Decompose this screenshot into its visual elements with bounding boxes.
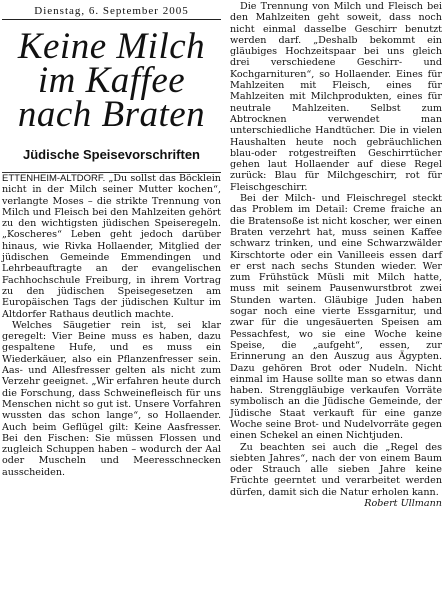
paragraph-1: [2, 173, 221, 320]
left-column: [2, 0, 221, 478]
paragraph-4: Bei der Milch- und Fleischregel steckt das Problem im Detail: Creme fraiche an die Bratensoße ist nicht koscher, wer einen Braten verzehrt hat, muss seinen Kaffee schwarz trinken, und eine Schwarzwälder Kirschtorte oder ein Vanilleeis essen darf er erst nach sechs Stunden wieder. Wer zum Frühstück Müsli mit Milch hatte, muss mit seinem Pausenwurstbrot zwei Stunden warten. Gläubige Juden haben sogar noch eine vierte Essgarnitur, und zwar für die ungesäuerten Speisen am Pessachfest, wo sie eine Woche keine Speise, die „aufgeht“, essen, zur Erinnerung an den Auszug aus Ägypten. Dazu gehören Brot oder Nudeln. Nicht einmal im Hause sollte man so etwas dann haben. Strenggläubige verkaufen Vorräte symbolisch an die Jüdische Gemeinde, der Jüdische Staat verkauft für eine ganze Woche seine Brot- und Nudelvorräte gegen einen Schekel an einen Nichtjuden.: [230, 193, 442, 442]
paragraph-5: Zu beachten sei auch die „Regel des siebten Jahres“, nach der von einem Baum oder Strauch alle sieben Jahre keine Früchte geerntet und verarbeitet werden dürfen, damit sich die Natur erholen kann.: [230, 441, 442, 498]
headline: [2, 26, 221, 135]
dateline: Dienstag, 6. September 2005: [34, 5, 189, 17]
right-column: [230, 0, 442, 509]
paragraph-1-text: „Du sollst das Böcklein nicht in der Milch seiner Mutter kochen“, verlangte Moses – die strikte Trennung von Milch und Fleisch bei den Mahlzeiten gehört zu den wichtigsten jüdischen Speiseregeln. „Koscheres“ Leben geht jedoch darüber hinaus, wie Rivka Hollaender, Mitglied der jüdischen Gemeinde Emmendingen und Lehrbeauftragte an der evangelischen Fachhochschule Freiburg, in ihrem Vortrag zu den jüdischen Speisegesetzen am Europäischen Tags der jüdischen Kultur im Altdorfer Rathaus deutlich machte.: [2, 173, 221, 320]
headline-line-2: im Kaffee: [37, 60, 186, 101]
author-signature: Robert Ullmann: [364, 498, 442, 510]
subheadline: Jüdische Speisevorschriften: [22, 147, 200, 162]
headline-line-3: nach Braten: [17, 94, 206, 135]
paragraph-2: Welches Säugetier rein ist, sei klar geregelt: Vier Beine muss es haben, dazu gespaltene Hufe, und es muss ein Wiederkäuer, also ein Pflanzenfresser sein. Aas- und Allesfresser gelten als nicht zum Verzehr geeignet. „Wir erfahren heute durch die Forschung, dass Schweinefleisch für uns Menschen nicht so gut ist. Unsere Vorfahren wussten das schon lange“, so Hollaender. Auch beim Geflügel gilt: Keine Aasfresser. Bei den Fischen: Sie müssen Flossen und zugleich Schuppen haben – wodurch der Aal oder Muscheln und Meeresschnecken ausscheiden.: [2, 319, 221, 478]
paragraph-3: Die Trennung von Milch und Fleisch bei den Mahlzeiten geht soweit, dass noch nicht einmal dasselbe Geschirr benutzt werden darf. „Deshalb bekommt ein gläubiges Hochzeitspaar bei uns gleich drei verschiedene Geschirr- und Kochgarnituren“, so Hollaender. Eines für Mahlzeiten mit Fleisch, eines für Mahlzeiten mit Milchprodukten, eines für neutrale Mahlzeiten. Selbst zum Abtrocknen verwendet man unterschiedliche Handtücher. Die in vielen Haushalten heute noch gebräuchlichen blau-oder rotgestreiften Geschirrtücher gehen laut Hollaender auf diese Regel zurück: Blau für Milchgeschirr, rot für Fleischgeschirr.: [230, 1, 442, 193]
article-body-right: [230, 1, 442, 509]
headline-line-1: Keine Milch: [17, 26, 206, 67]
article-body-left: [2, 173, 221, 478]
header-rule: [2, 19, 221, 20]
location-tag: ETTENHEIM-ALTDORF.: [2, 173, 106, 184]
